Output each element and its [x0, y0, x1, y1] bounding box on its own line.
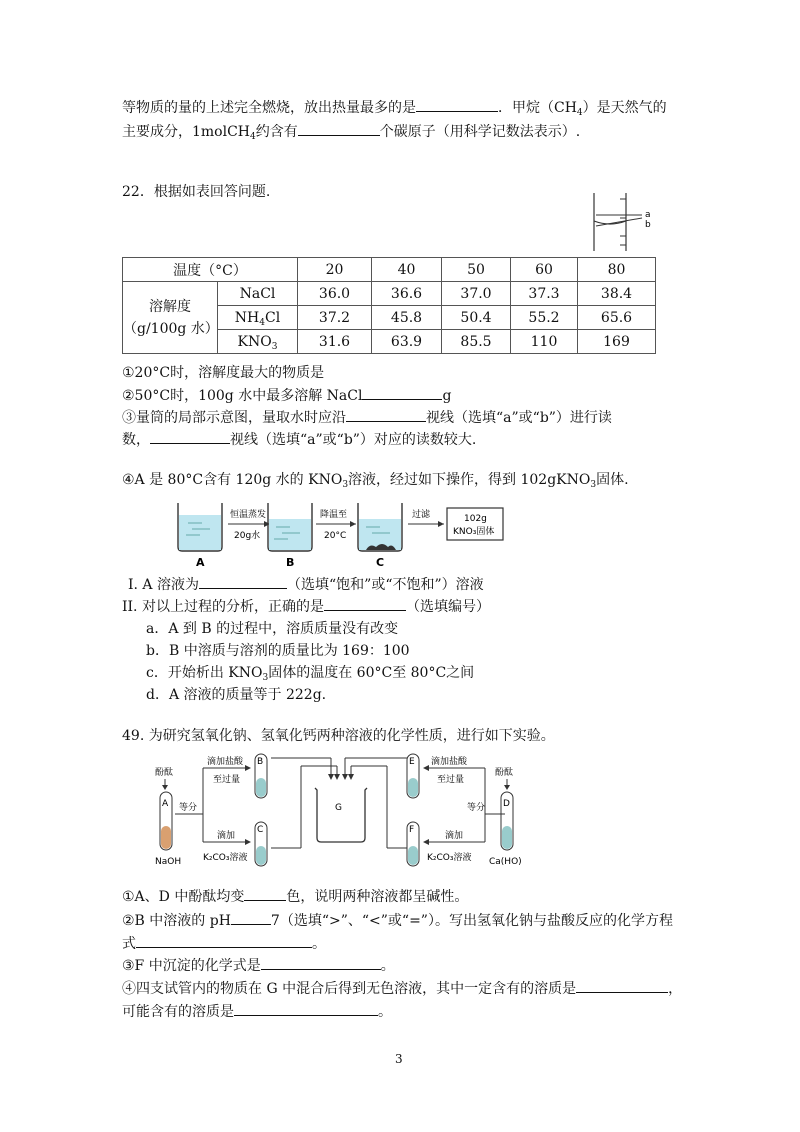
q22-sub-1: ①20°C时，溶解度最大的物质是: [122, 365, 325, 381]
table-cell: 85.5: [442, 330, 511, 354]
q22-sub-3-cont: [122, 429, 476, 450]
naoh-label: NaOH: [155, 857, 182, 867]
drop-right-label: 滴加: [445, 831, 464, 841]
answer-blank[interactable]: [362, 385, 442, 400]
answer-blank[interactable]: [150, 429, 230, 444]
add-hcl-right-label: 滴加盐酸: [431, 757, 468, 767]
table-cell: 50: [442, 258, 511, 282]
answer-blank[interactable]: [231, 910, 271, 925]
subscript: 4: [250, 132, 256, 142]
tube-b-label: B: [257, 757, 264, 767]
table-cell: 37.0: [442, 282, 511, 306]
phenol-left-label: 酚酞: [155, 768, 174, 778]
text: Cl: [265, 309, 281, 326]
q49-sub-2: [122, 910, 673, 931]
substance-name: NaCl: [218, 282, 298, 306]
text: 溶液，经过如下操作，得到 102gKNO: [348, 472, 591, 488]
substance-name: [218, 306, 298, 330]
label-b: b: [645, 220, 651, 230]
tube-f-label: F: [409, 825, 415, 835]
label-a: A: [196, 556, 205, 569]
table-row: [123, 258, 656, 282]
step2-top: 降温至: [320, 510, 348, 520]
subscript: 3: [271, 341, 278, 352]
solubility-table: [122, 257, 656, 354]
q22-title: 22．根据如表回答问题.: [122, 184, 271, 200]
table-cell: 110: [511, 330, 578, 354]
answer-blank[interactable]: [298, 121, 380, 136]
table-cell: 80: [578, 258, 656, 282]
text: ．甲烷（CH: [498, 100, 577, 116]
text: ④四支试管内的物质在 G 中混合后得到无色溶液，其中一定含有的溶质是: [122, 981, 577, 997]
q49-sub-3: [122, 955, 395, 976]
add-hcl-left-label: 滴加盐酸: [207, 757, 244, 767]
k2co3-right-label: K₂CO₃溶液: [427, 853, 472, 863]
table-cell: 36.6: [372, 282, 442, 306]
table-cell: 31.6: [298, 330, 372, 354]
text: 固体的温度在 60°C至 80°C之间: [268, 665, 475, 681]
q22-sub-4: [122, 470, 629, 490]
k2co3-left-label: K₂CO₃溶液: [203, 853, 248, 863]
text: c．开始析出 KNO: [146, 665, 263, 681]
beaker-g-label: G: [335, 803, 342, 813]
answer-blank[interactable]: [324, 596, 406, 611]
text: ②50°C时，100g 水中最多溶解 NaCl: [122, 388, 363, 404]
tube-c-label: C: [257, 825, 264, 835]
q22-sub-3: [122, 407, 612, 428]
result-line-1: 102g: [464, 514, 487, 524]
answer-blank[interactable]: [576, 978, 668, 993]
option-b: b．B 中溶质与溶剂的质量比为 169：100: [146, 643, 410, 659]
text: 固体.: [596, 472, 629, 488]
step1-bottom: 20g水: [234, 531, 261, 541]
drop-left-label: 滴加: [217, 831, 236, 841]
answer-blank[interactable]: [416, 97, 498, 112]
tube-e-label: E: [409, 757, 415, 767]
q49-sub-4-cont: [122, 1001, 392, 1022]
intro-line-1: [122, 97, 667, 118]
text: NH: [234, 309, 260, 326]
beaker-b: [268, 503, 312, 551]
table-row: [123, 282, 656, 306]
text: g: [442, 388, 452, 404]
label-c: C: [376, 556, 385, 569]
text: 数，: [122, 432, 150, 448]
subscript: 3: [590, 480, 597, 490]
tube-a-label: A: [162, 799, 169, 809]
text: 。: [378, 1004, 392, 1020]
text: ④A 是 80°C含有 120g 水的 KNO: [122, 472, 343, 488]
text: 个碳原子（用科学记数法表示）.: [379, 124, 581, 140]
text: 式: [122, 936, 136, 952]
table-cell: 40: [372, 258, 442, 282]
table-cell: 63.9: [372, 330, 442, 354]
text: I. A 溶液为: [128, 577, 199, 593]
crystallization-diagram: [170, 497, 510, 572]
step3-top: 过滤: [412, 510, 431, 520]
text: ③F 中沉淀的化学式是: [122, 958, 261, 974]
answer-blank[interactable]: [244, 886, 286, 901]
text: ）是天然气的: [582, 100, 667, 116]
text: II. 对以上过程的分析，正确的是: [122, 599, 324, 615]
text: ②B 中溶液的 pH: [122, 913, 231, 929]
step2-bottom: 20°C: [324, 531, 347, 541]
text: （选填“饱和”或“不饱和”）溶液: [287, 577, 484, 593]
table-cell: 50.4: [442, 306, 511, 330]
table-cell: 65.6: [578, 306, 656, 330]
q22-sub-2: [122, 385, 451, 406]
caoh-label: Ca(HO): [489, 857, 522, 867]
subscript: 3: [262, 673, 269, 683]
intro-line-2: [122, 121, 580, 142]
table-cell: 38.4: [578, 282, 656, 306]
answer-blank[interactable]: [199, 574, 287, 589]
text: ①A、D 中酚酞均变: [122, 889, 245, 905]
text: 7（选填“>”、“<”或“=”）。写出氢氧化钠与盐酸反应的化学方程: [270, 913, 673, 929]
table-cell: 55.2: [511, 306, 578, 330]
table-cell: 37.3: [511, 282, 578, 306]
table-cell: 37.2: [298, 306, 372, 330]
page-number: 3: [395, 1052, 403, 1066]
text: 约含有: [255, 124, 298, 140]
subscript: 3: [342, 480, 349, 490]
text: 可能含有的溶质是: [122, 1004, 234, 1020]
q49-sub-2-cont: [122, 933, 326, 954]
text: 溶解度: [149, 298, 191, 315]
q49-sub-1: [122, 886, 468, 907]
q49-sub-4: [122, 978, 682, 999]
text: ，: [668, 981, 683, 997]
answer-blank[interactable]: [261, 955, 381, 970]
text: 色，说明两种溶液都呈碱性。: [286, 889, 469, 905]
text: KNO: [237, 333, 272, 350]
label-b: B: [286, 556, 295, 569]
text: （选填编号）: [405, 599, 490, 615]
temp-header: 温度（°C）: [123, 258, 298, 282]
text: 等物质的量的上述完全燃烧，放出热量最多的是: [122, 100, 416, 116]
excess-right-label: 至过量: [437, 775, 465, 785]
step1-top: 恒温蒸发: [230, 510, 267, 520]
text: 视线（选填“a”或“b”）进行读: [426, 410, 612, 426]
text: 。: [380, 958, 395, 974]
phenol-right-label: 酚酞: [495, 768, 514, 778]
excess-left-label: 至过量: [213, 775, 241, 785]
experiment-diagram: [155, 752, 540, 870]
tube-d-label: D: [503, 799, 510, 809]
text: ③量筒的局部示意图，量取水时应沿: [122, 410, 346, 426]
answer-blank[interactable]: [234, 1001, 378, 1016]
table-cell: 45.8: [372, 306, 442, 330]
q49-title: 49. 为研究氢氧化钠、氢氧化钙两种溶液的化学性质，进行如下实验。: [122, 728, 555, 744]
split-right-label: 等分: [467, 803, 486, 813]
subscript: 4: [259, 317, 265, 328]
table-cell: 20: [298, 258, 372, 282]
table-cell: 36.0: [298, 282, 372, 306]
beaker-a: [178, 503, 222, 551]
answer-blank[interactable]: [136, 933, 312, 948]
answer-blank[interactable]: [346, 407, 426, 422]
text: 。: [312, 936, 326, 952]
option-c: [146, 663, 474, 683]
q22-part-ii: [122, 596, 490, 617]
solubility-label: [123, 282, 218, 354]
label-a: a: [645, 210, 651, 220]
split-left-label: 等分: [179, 803, 198, 813]
substance-name: [218, 330, 298, 354]
graduated-cylinder-figure: [590, 193, 660, 255]
beaker-c: [358, 503, 402, 551]
text: 主要成分，1molCH: [122, 124, 251, 140]
table-cell: 60: [511, 258, 578, 282]
subscript: 4: [576, 108, 583, 118]
text: （g/100g 水）: [123, 320, 219, 337]
option-a: a．A 到 B 的过程中，溶质质量没有改变: [146, 621, 399, 637]
table-cell: 169: [578, 330, 656, 354]
option-d: d．A 溶液的质量等于 222g.: [146, 687, 327, 703]
q22-part-i: [128, 574, 484, 595]
text: 视线（选填“a”或“b”）对应的读数较大.: [230, 432, 477, 448]
result-line-2: KNO₃固体: [453, 527, 495, 537]
